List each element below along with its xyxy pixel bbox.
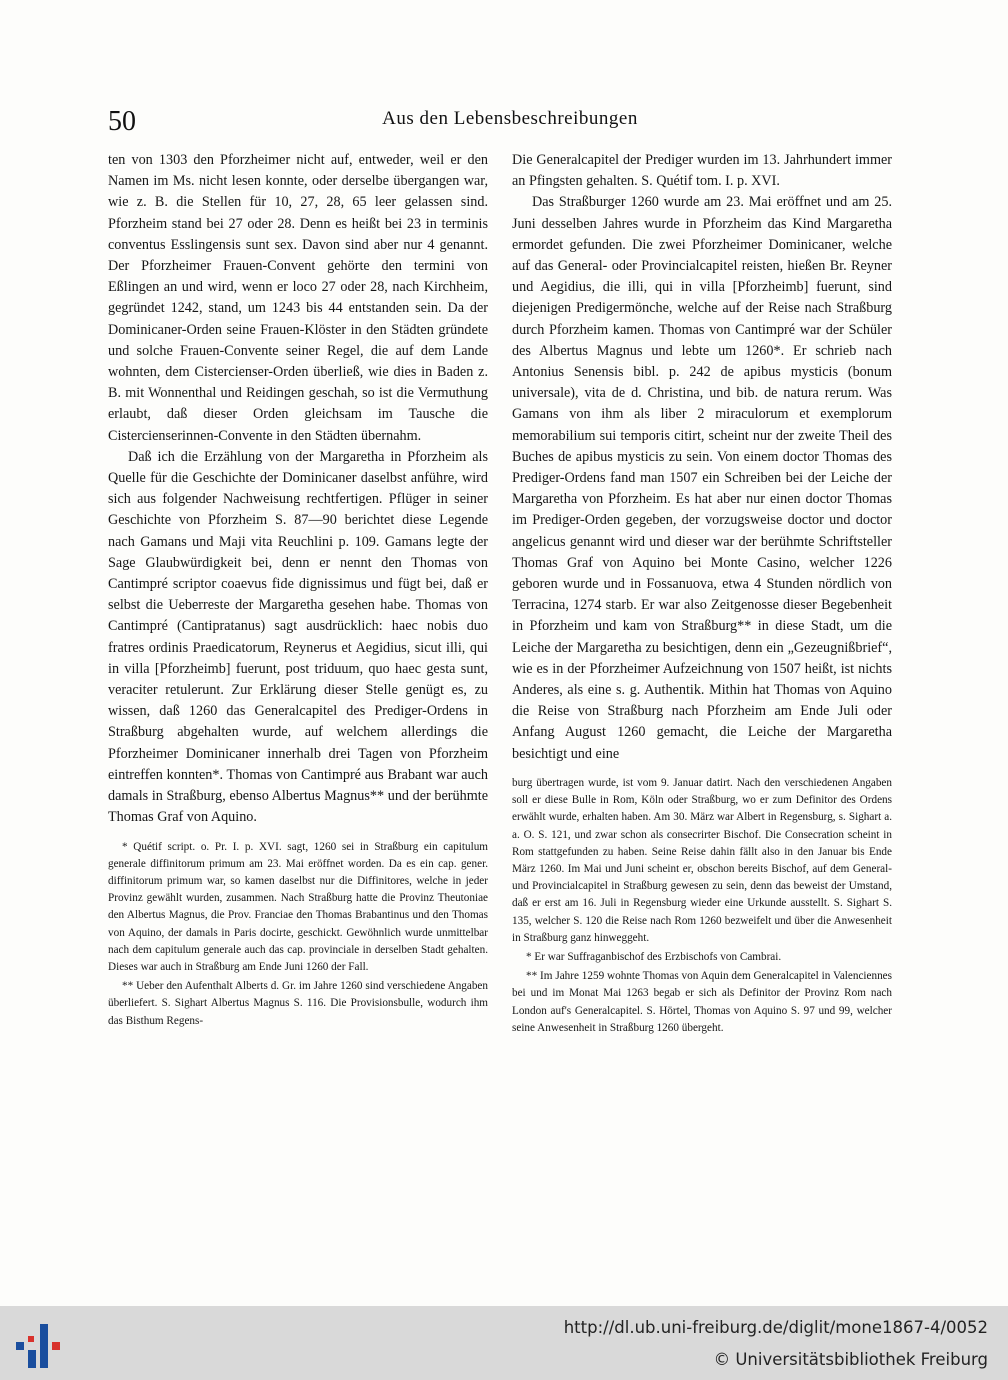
footnote-continuation: burg übertragen wurde, ist vom 9. Januar datirt. Nach den verschiedenen Angaben soll er diese Bulle in Rom, Köln oder Straßburg, wo er zum Definitor des Ordens erwählt wurde, erhalten haben. Am 30. März war Albert in Regensburg, s. Sighart a. a. O. S. 121, und zwar schon als consecrirter Bischof. Die Consecration scheint in Rom stattgefunden zu haben. Seine Reise dahin fällt also in den Januar bis Ende März 1260. Im Mai und Juni scheint er, obschon bereits Bischof, auf dem General- und Provincialcapitel in Straßburg gewesen zu sein, denn das beweist der Umstand, daß er erst am 16. Juli in Regensburg wieder eine Urkunde ausstellt. S. Sighart S. 135, welcher S. 120 die Reise nach Rom 1260 bezweifelt und über die Anwesenheit in Straßburg ganz hinweggeht.	[512, 776, 892, 944]
ub-freiburg-logo-icon[interactable]	[14, 1322, 66, 1370]
left-footnotes	[108, 839, 488, 1030]
footer-url-link[interactable]: http://dl.ub.uni-freiburg.de/diglit/mone1867-4/0052	[563, 1318, 988, 1337]
footnote-double-star: ** Ueber den Aufenthalt Alberts d. Gr. im Jahre 1260 sind verschiedene Angaben überliefert. S. Sighart Albertus Magnus S. 116. Die Provisionsbulle, wodurch ihm das Bisthum Regens-	[108, 980, 488, 1027]
right-paragraph-2: Das Straßburger 1260 wurde am 23. Mai eröffnet und am 25. Juni desselben Jahres wurde in Pforzheim das Kind Margaretha ermordet gefunden. Die zwei Pforzheimer Dominicaner, welche auf das General- oder Provincialcapitel reisten, hießen Br. Reyner und Aegidius, die illi, qui in villa [Pforzheimb] fuerunt, sind diejenigen Predigermönche, welche auf der Reise nach Straßburg durch Pforzheim kamen. Thomas von Cantimpré war der Schüler des Albertus Magnus und lebte um 1260*. Er schrieb nach Antonius Senensis bibl. p. 242 de apibus mysticis (bonum universale), vita de d. Christina, und bib. de natura rerum. Was Gamans von ihm als liber 2 miraculorum et exemplorum memorabilium sui temporis citirt, scheint nur der zweite Theil des Buches de apibus mysticis zu sein. Von einem doctor Thomas des Prediger-Ordens fand man 1507 ein Schreiben bei der Leiche der Margaretha von Pforzheim. Es hat aber nur einen doctor Thomas im Prediger-Orden gegeben, der vorzugsweise doctor und doctor angelicus genannt wird und dieser war der berühmte Schriftsteller Thomas Graf von Aquino bei Monte Casino, welcher 1226 geboren wurde und in Fossanuova, etwa 4 Stunden nördlich von Terracina, 1274 starb. Er war also Zeitgenosse dieser Begebenheit in Pforzheim und kam von Straßburg** in diese Stadt, um die Leiche der Margaretha zu besichtigen, denn ein „Gezeugnißbrief“, wie es in der Pforzheimer Aufzeichnung von 1507 heißt, ist nichts Anderes, als eine s. g. Authentik. Mithin hat Thomas von Aquino die Reise von Straßburg nach Pforzheim am Ende Juli oder Anfang August 1260 gemacht, die Leiche der Margaretha besichtigt und eine	[512, 194, 892, 762]
left-paragraph-1: ten von 1303 den Pforzheimer nicht auf, entweder, weil er den Namen im Ms. nicht lesen konnte, oder derselbe übergangen war, wie z. B. die Stellen für 10, 27, 28, 65 leer gelassen sind. Pforzheim stand bei 27 oder 28. Denn es heißt bei 23 in terminis conventus Esslingensis sunt sex. Davon sind aber nur 4 genannt. Der Pforzheimer Frauen-Convent gehörte den termini von Eßlingen an und wird, wenn er loco 27 oder 28, nach Kirchheim, gegründet 1242, stand, um 1243 bis 44 entstanden sein. Da der Dominicaner-Orden seine Frauen-Klöster in den Städten gründete und solche Frauen-Convente seiner Regel, die auf dem Lande wohnten, dem Cistercienser-Orden überließ, wie dies in Baden z. B. mit Wonnenthal und Reidingen geschah, so ist die Vermuthung erlaubt, daß dieser Orden gleichsam im Tausche die Cistercienserinnen-Convente in den Städten übernahm.	[108, 152, 488, 444]
footer-copyright: © Universitätsbibliothek Freiburg	[713, 1350, 988, 1369]
right-column	[512, 150, 892, 1039]
logo-bar-2	[28, 1350, 36, 1368]
left-paragraph-2: Daß ich die Erzählung von der Margaretha in Pforzheim als Quelle für die Geschichte der Dominicaner daselbst anführe, wird sich aus folgender Nachweisung rechtfertigen. Pflüger in seiner Geschichte von Pforzheim S. 87—90 berichtet diese Legende nach Gamans und Maji vita Reuchlini p. 109. Gamans legte der Sage Glaubwürdigkeit bei, denn er nennt den Thomas von Cantimpré scriptor coaevus fide dignissimus und fügt bei, daß er selbst die Ueberreste der Margaretha gesehen habe. Thomas von Cantimpré (Cantipratanus) sagt ausdrücklich: haec nobis duo fratres ordinis Praedicatorum, Reynerus et Aegidius, sicut illi, qui in villa [Pforzheimb] fuerunt, post triduum, quo haec gesta sunt, veraciter retulerunt. Zur Erklärung dieser Stelle genügt es, zu wissen, daß 1260 das Generalcapitel des Prediger-Ordens in Straßburg abgehalten wurde, auf welchem allerdings die Pforzheimer Dominicaner innerhalb drei Tagen von Pforzheim eintreffen konnten*. Thomas von Cantimpré aus Brabant war auch damals in Straßburg, ebenso Albertus Magnus** und der berühmte Thomas Graf von Aquino.	[108, 448, 488, 826]
logo-bar-3	[40, 1324, 48, 1368]
footnote-double-star-right: ** Im Jahre 1259 wohnte Thomas von Aquin dem Generalcapitel in Valenciennes bei und im Monat Mai 1263 begab er sich als Definitor der Provinz Rom nach London auf's Generalcapitel. S. Hörtel, Thomas von Aquino S. 97 und 99, welcher seine Anwesenheit in Straßburg 1260 übergeht.	[512, 970, 892, 1034]
running-title: Aus den Lebensbeschreibungen	[382, 108, 638, 129]
footnote-star: * Quétif script. o. Pr. I. p. XVI. sagt, 1260 sei in Straßburg ein capitulum generale diffinitorum primum am 23. Mai eröffnet worden. Da es ein cap. gener. diffinitorum primum war, so kamen daselbst nur die Diffinitores, welche in jeder Provinz gewählt wurden, zusammen. Nach Straßburg hatte die Provinz Theutoniae den Albertus Magnus, die Prov. Franciae den Thomas Brabantinus und den Thomas von Aquino, der damals in Paris docirte, geschickt. Gewöhnlich wurde unmittelbar nach dem capitulum generale auch das cap. provinciale in derselben Stadt gehalten. Dieses war auch in Straßburg am Ende Juni 1260 der Fall.	[108, 840, 488, 973]
logo-bar-1	[16, 1342, 24, 1350]
right-paragraph-1: Die Generalcapitel der Prediger wurden im 13. Jahrhundert immer an Pfingsten gehalten. S. Quétif tom. I. p. XVI.	[512, 152, 892, 190]
left-column	[108, 150, 488, 1032]
logo-bar-5	[28, 1336, 34, 1342]
footnote-star-right: * Er war Suffraganbischof des Erzbischofs von Cambrai.	[526, 950, 782, 963]
page-number: 50	[108, 106, 136, 137]
logo-bar-4	[52, 1342, 60, 1350]
right-footnotes	[512, 775, 892, 1037]
